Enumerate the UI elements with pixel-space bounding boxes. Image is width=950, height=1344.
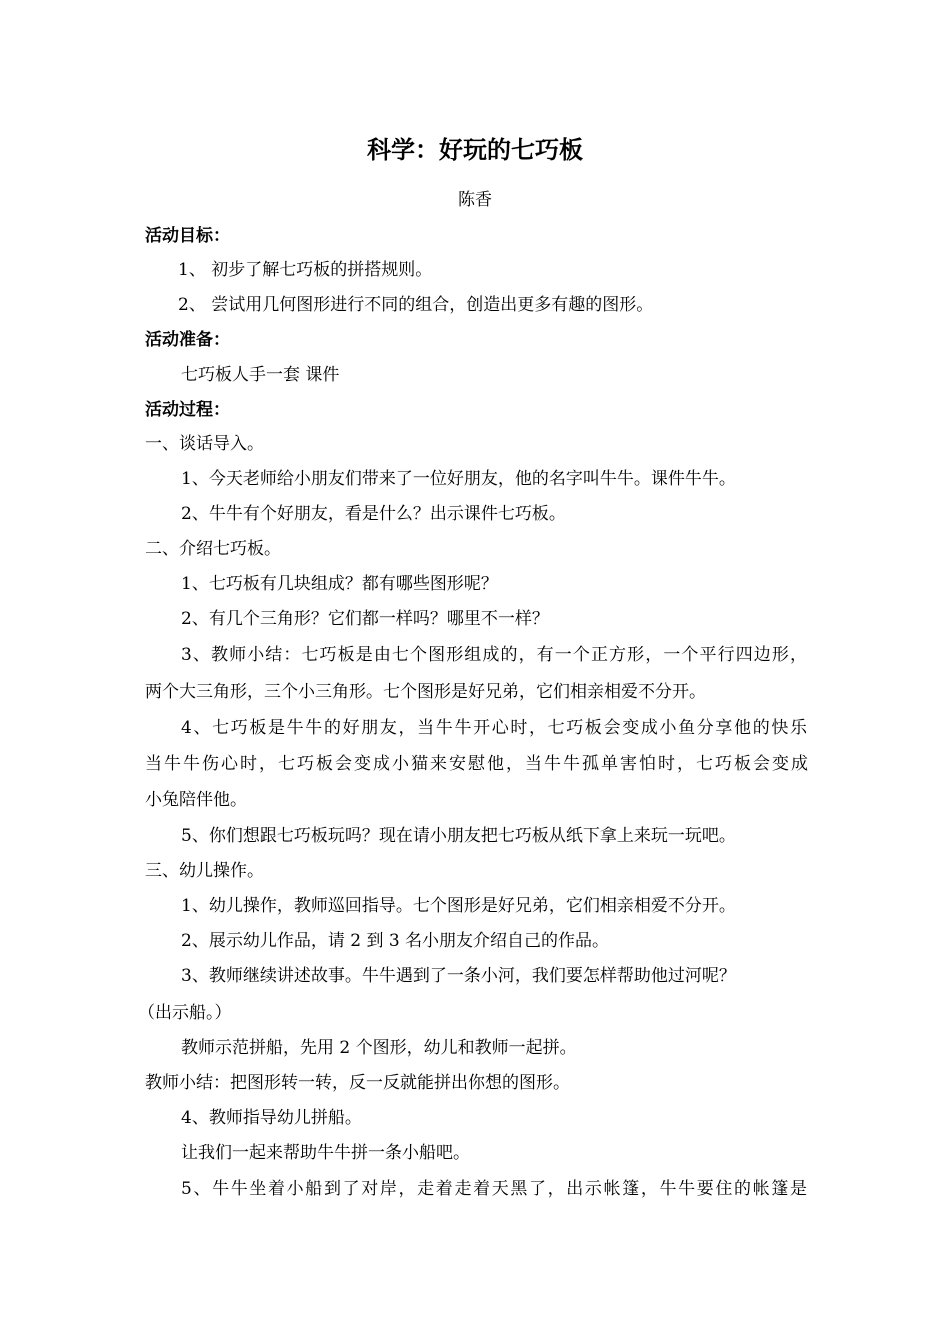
goal-item: 1、 初步了解七巧板的拼搭规则。 <box>178 260 433 280</box>
process-item: 教师示范拼船，先用 2 个图形，幼儿和教师一起拼。 <box>181 1038 577 1058</box>
process-item: 让我们一起来帮助牛牛拼一条小船吧。 <box>181 1143 470 1163</box>
process-item: 3、教师继续讲述故事。牛牛遇到了一条小河，我们要怎样帮助他过河呢？ <box>181 966 736 986</box>
process-item: 1、今天老师给小朋友们带来了一位好朋友，他的名字叫牛牛。课件牛牛。 <box>181 469 736 489</box>
process-item: 5、你们想跟七巧板玩吗？现在请小朋友把七巧板从纸下拿上来玩一玩吧。 <box>181 826 736 846</box>
process-item-continuation: 小兔陪伴他。 <box>145 790 247 810</box>
process-item: 1、幼儿操作，教师巡回指导。七个图形是好兄弟，它们相亲相爱不分开。 <box>181 896 736 916</box>
process-item-continuation: 当牛牛伤心时，七巧板会变成小猫来安慰他，当牛牛孤单害怕时，七巧板会变成 <box>145 754 808 774</box>
process-item-continuation: （出示船。） <box>138 1003 232 1023</box>
process-item: 4、七巧板是牛牛的好朋友，当牛牛开心时，七巧板会变成小鱼分享他的快乐 <box>181 718 807 738</box>
process-item: 4、教师指导幼儿拼船。 <box>181 1108 362 1128</box>
section-heading: 二、介绍七巧板。 <box>145 539 281 559</box>
preparation-text: 七巧板人手一套 课件 <box>181 365 340 385</box>
process-item: 2、有几个三角形？它们都一样吗？哪里不一样？ <box>181 609 549 629</box>
section-heading: 一、谈话导入。 <box>145 434 264 454</box>
process-item: 2、展示幼儿作品，请 2 到 3 名小朋友介绍自己的作品。 <box>181 931 610 951</box>
process-item: 1、七巧板有几块组成？都有哪些图形呢？ <box>181 574 498 594</box>
author-name: 陈香 <box>458 190 492 210</box>
goals-heading: 活动目标： <box>145 226 230 246</box>
preparation-heading: 活动准备： <box>145 330 230 350</box>
goal-item: 2、 尝试用几何图形进行不同的组合，创造出更多有趣的图形。 <box>178 295 654 315</box>
process-item: 3、教师小结：七巧板是由七个图形组成的，有一个正方形，一个平行四边形， <box>181 645 807 665</box>
process-item: 教师小结：把图形转一转，反一反就能拼出你想的图形。 <box>145 1073 570 1093</box>
process-item: 2、牛牛有个好朋友，看是什么？出示课件七巧板。 <box>181 504 566 524</box>
process-heading: 活动过程： <box>145 400 230 420</box>
section-heading: 三、幼儿操作。 <box>145 861 264 881</box>
process-item-continuation: 两个大三角形，三个小三角形。七个图形是好兄弟，它们相亲相爱不分开。 <box>145 682 706 702</box>
process-item: 5、牛牛坐着小船到了对岸，走着走着天黑了，出示帐篷，牛牛要住的帐篷是 <box>181 1179 807 1199</box>
document-title: 科学：好玩的七巧板 <box>367 135 583 164</box>
